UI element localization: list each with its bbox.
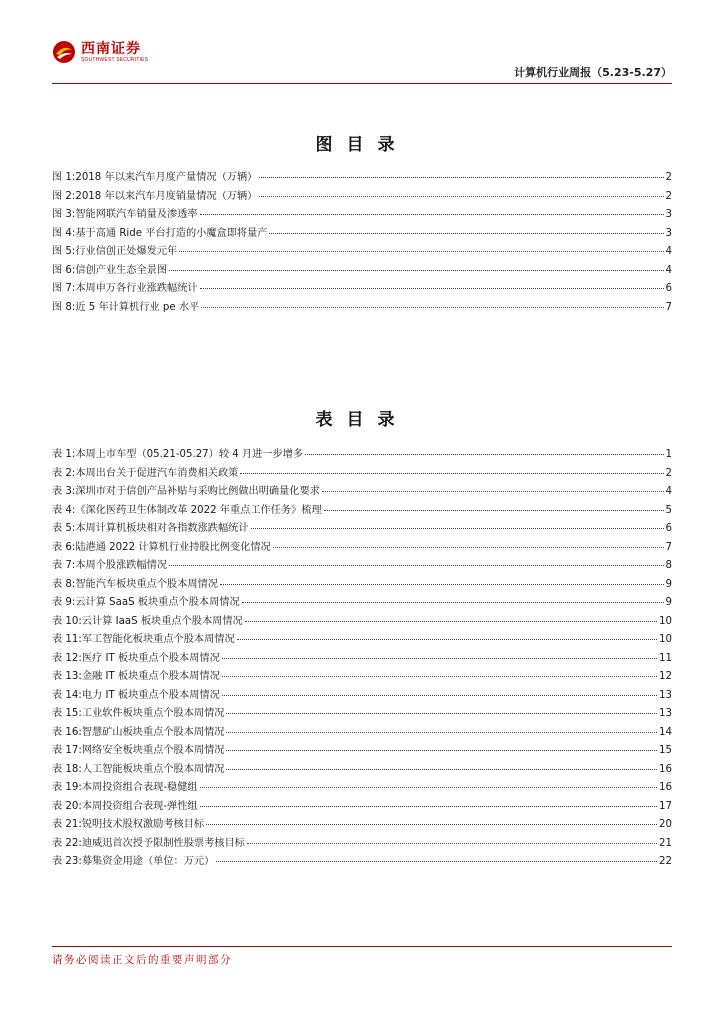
dot-leader <box>240 473 663 474</box>
figure-entry-title: 2018 年以来汽车月度销量情况（万辆） <box>75 190 258 202</box>
table-entry-number: 表 1: <box>52 449 76 460</box>
logo-chinese-name: 西南证券 <box>81 40 141 57</box>
table-entry-title: 医疗 IT 板块重点个股本周情况 <box>81 652 220 664</box>
table-index-entry[interactable] <box>52 852 672 871</box>
table-entry-page: 21 <box>659 837 672 849</box>
table-entry-number: 表 15: <box>52 708 82 719</box>
table-entry-page: 10 <box>659 615 672 627</box>
figure-index-entry[interactable] <box>52 168 672 187</box>
company-logo <box>52 40 148 64</box>
figure-entry-page: 2 <box>665 172 672 183</box>
table-index-entry[interactable] <box>52 686 672 705</box>
table-entry-page: 2 <box>665 467 672 479</box>
table-entry-number: 表 20: <box>52 800 82 812</box>
figure-index-list <box>52 168 672 316</box>
figure-entry-number: 图 8: <box>52 301 76 313</box>
table-index-entry[interactable] <box>52 630 672 649</box>
table-entry-title: 电力 IT 板块重点个股本周情况 <box>81 689 220 701</box>
figure-entry-number: 图 3: <box>52 209 76 220</box>
figure-index-entry[interactable] <box>52 298 672 317</box>
dot-leader <box>200 787 657 788</box>
dot-leader <box>206 824 657 825</box>
table-index-entry[interactable] <box>52 538 672 557</box>
dot-leader <box>216 861 657 862</box>
table-entry-page: 8 <box>665 560 672 571</box>
dot-leader <box>237 639 657 640</box>
table-index-title: 表目录 <box>315 410 409 430</box>
figure-entry-title: 智能网联汽车销量及渗透率 <box>75 209 198 220</box>
page-header <box>52 40 672 84</box>
figure-entry-number: 图 6: <box>52 264 76 276</box>
table-entry-page: 16 <box>659 782 672 793</box>
table-entry-title: 本周投资组合表现-稳健组 <box>81 782 198 793</box>
table-entry-title: 人工智能板块重点个股本周情况 <box>81 763 225 775</box>
table-entry-number: 表 19: <box>52 782 82 793</box>
figure-entry-number: 图 1: <box>52 172 76 183</box>
table-entry-number: 表 11: <box>52 634 82 645</box>
figure-entry-title: 基于高通 Ride 平台打造的小魔盒即将量产 <box>75 227 268 239</box>
table-entry-title: 网络安全板块重点个股本周情况 <box>81 745 225 756</box>
table-entry-page: 13 <box>659 689 672 701</box>
dot-leader <box>200 214 664 215</box>
table-entry-page: 5 <box>665 504 672 516</box>
table-index-entry[interactable] <box>52 815 672 834</box>
table-entry-page: 15 <box>659 745 672 756</box>
table-index-entry[interactable] <box>52 464 672 483</box>
figure-entry-number: 图 4: <box>52 227 76 239</box>
table-index-entry[interactable] <box>52 649 672 668</box>
table-entry-number: 表 5: <box>52 523 76 534</box>
table-entry-title: 本周投资组合表现-弹性组 <box>81 800 198 812</box>
table-entry-title: 金融 IT 板块重点个股本周情况 <box>81 671 220 682</box>
table-entry-number: 表 17: <box>52 745 82 756</box>
figure-index-entry[interactable] <box>52 187 672 206</box>
figure-entry-number: 图 2: <box>52 190 76 202</box>
figure-entry-page: 6 <box>665 283 672 294</box>
table-entry-title: 云计算 SaaS 板块重点个股本周情况 <box>75 597 240 608</box>
dot-leader <box>169 565 663 566</box>
table-index-entry[interactable] <box>52 704 672 723</box>
table-entry-title: 本周出台关于促进汽车消费相关政策 <box>75 467 239 479</box>
dot-leader <box>200 288 664 289</box>
figure-entry-number: 图 5: <box>52 246 76 257</box>
table-entry-title: 本周上市车型（05.21-05.27）较 4 月进一步增多 <box>75 449 304 460</box>
footer-divider <box>52 946 672 947</box>
table-entry-title: 本周计算机板块相对各指数涨跌幅统计 <box>75 523 249 534</box>
figure-entry-page: 4 <box>665 264 672 276</box>
figure-index-entry[interactable] <box>52 205 672 224</box>
dot-leader <box>226 750 657 751</box>
table-entry-title: 募集资金用途（单位：万元） <box>81 856 215 867</box>
table-entry-number: 表 12: <box>52 652 82 664</box>
table-entry-page: 6 <box>665 523 672 534</box>
dot-leader <box>245 621 657 622</box>
dot-leader <box>200 806 657 807</box>
dot-leader <box>226 732 657 733</box>
figure-entry-page: 3 <box>665 209 672 220</box>
table-entry-number: 表 10: <box>52 615 82 627</box>
table-entry-page: 10 <box>659 634 672 645</box>
dot-leader <box>251 528 664 529</box>
table-entry-number: 表 13: <box>52 671 82 682</box>
table-entry-title: 深圳市对于信创产品补贴与采购比例做出明确量化要求 <box>75 486 320 497</box>
table-entry-page: 7 <box>665 541 672 553</box>
table-index-entry[interactable] <box>52 519 672 538</box>
figure-entry-title: 2018 年以来汽车月度产量情况（万辆） <box>75 172 258 183</box>
dot-leader <box>201 307 663 308</box>
table-entry-page: 9 <box>665 597 672 608</box>
table-entry-page: 14 <box>659 726 672 738</box>
table-entry-number: 表 23: <box>52 856 82 867</box>
table-entry-page: 11 <box>659 652 672 664</box>
table-index-entry[interactable] <box>52 556 672 575</box>
dot-leader <box>169 270 663 271</box>
dot-leader <box>322 491 664 492</box>
dot-leader <box>226 713 657 714</box>
dot-leader <box>273 547 664 548</box>
figure-entry-title: 近 5 年计算机行业 pe 水平 <box>75 301 200 313</box>
table-entry-number: 表 22: <box>52 837 82 849</box>
figure-entry-number: 图 7: <box>52 283 76 294</box>
dot-leader <box>259 177 663 178</box>
table-entry-title: 智能汽车板块重点个股本周情况 <box>75 578 218 590</box>
table-entry-title: 迪威迅首次授予限制性股票考核目标 <box>81 837 245 849</box>
table-index-entry[interactable] <box>52 445 672 464</box>
figure-entry-page: 2 <box>665 190 672 202</box>
table-index-entry[interactable] <box>52 723 672 742</box>
dot-leader <box>226 769 657 770</box>
table-entry-page: 16 <box>659 763 672 775</box>
table-entry-number: 表 8: <box>52 578 76 590</box>
table-entry-page: 20 <box>659 819 672 830</box>
table-entry-title: 《深化医药卫生体制改革 2022 年重点工作任务》梳理 <box>75 504 322 516</box>
figure-index-title: 图目录 <box>315 135 409 155</box>
figure-entry-page: 4 <box>665 246 672 257</box>
footer-disclaimer: 请务必阅读正文后的重要声明部分 <box>52 954 232 966</box>
table-index-entry[interactable] <box>52 834 672 853</box>
table-entry-page: 1 <box>665 449 672 460</box>
figure-index-entry[interactable] <box>52 242 672 261</box>
dot-leader <box>269 233 663 234</box>
dot-leader <box>324 510 664 511</box>
table-index-entry[interactable] <box>52 575 672 594</box>
table-entry-number: 表 9: <box>52 597 76 608</box>
table-index-entry[interactable] <box>52 593 672 612</box>
table-entry-number: 表 3: <box>52 486 76 497</box>
table-entry-page: 17 <box>659 800 672 812</box>
table-entry-page: 13 <box>659 708 672 719</box>
figure-index-entry[interactable] <box>52 279 672 298</box>
table-entry-number: 表 4: <box>52 504 76 516</box>
table-entry-page: 12 <box>659 671 672 682</box>
table-entry-page: 9 <box>665 578 672 590</box>
table-entry-number: 表 16: <box>52 726 82 738</box>
figure-entry-page: 3 <box>665 227 672 239</box>
figure-entry-title: 行业信创正处爆发元年 <box>75 246 178 257</box>
dot-leader <box>259 196 663 197</box>
table-index-entry[interactable] <box>52 741 672 760</box>
table-entry-title: 本周个股涨跌幅情况 <box>75 560 168 571</box>
table-entry-title: 智慧矿山板块重点个股本周情况 <box>81 726 225 738</box>
dot-leader <box>222 676 657 677</box>
table-entry-title: 锐明技术股权激励考核目标 <box>81 819 205 830</box>
table-index-entry[interactable] <box>52 797 672 816</box>
table-index-entry[interactable] <box>52 778 672 797</box>
table-entry-title: 军工智能化板块重点个股本周情况 <box>81 634 235 645</box>
logo-english-name: SOUTHWEST SECURITIES <box>81 56 149 63</box>
table-index-entry[interactable] <box>52 760 672 779</box>
table-entry-title: 工业软件板块重点个股本周情况 <box>81 708 225 719</box>
dot-leader <box>220 584 664 585</box>
dot-leader <box>247 843 657 844</box>
table-entry-number: 表 7: <box>52 560 76 571</box>
figure-entry-page: 7 <box>665 301 672 313</box>
table-entry-number: 表 18: <box>52 763 82 775</box>
dot-leader <box>222 695 657 696</box>
dot-leader <box>305 454 663 455</box>
table-entry-page: 22 <box>659 856 672 867</box>
dot-leader <box>179 251 663 252</box>
figure-entry-title: 信创产业生态全景图 <box>75 264 168 276</box>
table-index-entry[interactable] <box>52 501 672 520</box>
figure-index-entry[interactable] <box>52 261 672 280</box>
table-entry-page: 4 <box>665 486 672 497</box>
table-entry-number: 表 21: <box>52 819 82 830</box>
dot-leader <box>242 602 664 603</box>
table-index-entry[interactable] <box>52 667 672 686</box>
table-index-list <box>52 445 672 871</box>
company-logo-icon <box>52 40 76 64</box>
table-entry-number: 表 14: <box>52 689 82 701</box>
table-entry-number: 表 6: <box>52 541 76 553</box>
table-entry-title: 陆港通 2022 计算机行业持股比例变化情况 <box>75 541 271 553</box>
figure-index-entry[interactable] <box>52 224 672 243</box>
table-index-entry[interactable] <box>52 482 672 501</box>
table-index-entry[interactable] <box>52 612 672 631</box>
dot-leader <box>222 658 657 659</box>
table-entry-number: 表 2: <box>52 467 76 479</box>
report-title: 计算机行业周报（5.23-5.27） <box>514 66 672 79</box>
figure-entry-title: 本周申万各行业涨跌幅统计 <box>75 283 198 294</box>
table-entry-title: 云计算 IaaS 板块重点个股本周情况 <box>81 615 243 627</box>
header-divider <box>52 83 672 84</box>
